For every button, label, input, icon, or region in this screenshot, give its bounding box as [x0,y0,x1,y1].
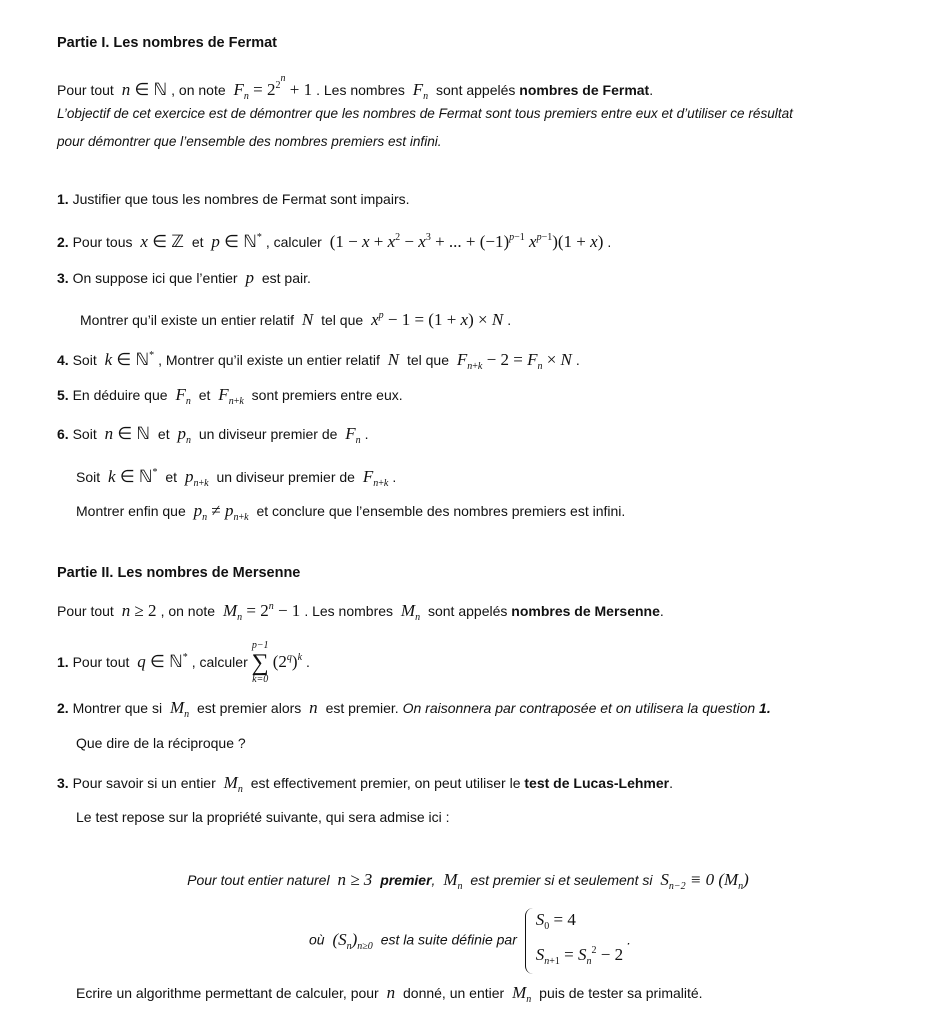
text: . [392,469,397,485]
text: Soit [76,469,101,485]
part1-title: Partie I. Les nombres de Fermat [57,35,277,51]
question-2-2 [57,698,771,725]
text: . [607,234,612,250]
part2-title: Partie II. Les nombres de Mersenne [57,565,301,581]
text: On suppose ici que l’entier [72,270,238,286]
question-number: 2. [57,234,69,250]
question-2-3 [57,773,673,800]
text: . [507,312,512,328]
math: $M_n$ [400,601,421,623]
text: Pour savoir si un entier [72,775,216,791]
text: Pour tout [57,82,114,98]
math: p [245,268,254,287]
math: N [301,310,314,329]
text: , Montrer qu’il existe un entier relatif [158,352,380,368]
math: $F_{n+k}$ [362,467,389,489]
part2-intro [57,597,664,628]
text: . [659,603,664,619]
system-brace [525,908,627,974]
text: donné, un entier [403,985,505,1001]
text: . Les nombres [316,82,405,98]
math: $S_{n+1} = S_n^2 - 2$ [535,945,624,967]
question-number: 5. [57,387,69,403]
question-1-6c [76,501,625,528]
sum-lower: k=0 [252,674,269,686]
text: . Les nombres [304,603,394,619]
text: . [575,352,580,368]
math: $F_n$ [412,80,429,102]
objective-line-1: L’objectif de cet exercice est de démontrer que les nombres de Fermat sont tous premiers entre eux et d’utiliser ce résultat [57,106,793,121]
text: Justifier que tous les nombres de Fermat sont impairs. [72,191,410,207]
text: Soit [72,352,97,368]
math: n ≥ 3 [337,870,373,889]
math: $S_{n-2} \equiv 0$ $(M_n)$ [660,870,749,892]
text: Ecrire un algorithme permettant de calculer, pour [76,985,379,1001]
text: tel que [406,352,449,368]
question-1-6 [57,424,369,451]
text: Montrer qu’il existe un entier relatif [80,312,294,328]
bold-term: test de Lucas-Lehmer [524,775,670,791]
text: est premier alors [197,700,302,716]
text: Pour tout [57,603,114,619]
question-number: 1. [57,654,69,670]
math: $p_n \ne p_{n+k}$ [193,501,249,523]
question-1-5 [57,385,403,412]
question-number: 6. [57,426,69,442]
sequence-definition [0,908,940,975]
question-1-2 [57,228,611,252]
math: $F_n$ [175,385,191,407]
text: Pour tous [72,234,133,250]
hint-ref: 1. [759,700,771,716]
question-number: 2. [57,700,69,716]
text: , on note [171,82,226,98]
math: $F_{n+k}$ [218,385,244,407]
text: sont appelés [427,603,508,619]
math: $M_n$ [223,773,243,795]
text: . [649,82,654,98]
text: un diviseur premier de [216,469,355,485]
text: est premier si et seulement si [470,872,653,888]
math: n ∈ ℕ [121,80,168,99]
question-1-4 [57,346,580,377]
hint: On raisonnera par contraposée et on utilisera la question [402,700,756,716]
math: p ∈ ℕ* [211,232,262,251]
lucas-lehmer-property [0,870,940,897]
math: x ∈ ℤ [140,232,184,251]
part1-intro [57,69,653,107]
sigma-icon: ∑ [251,650,269,677]
text: est la suite définie par [380,931,517,948]
text: Montrer que si [72,700,163,716]
text: sont premiers entre eux. [251,387,403,403]
math: k ∈ ℕ* [108,467,158,486]
objective-line-2: pour démontrer que l’ensemble des nombres premiers est infini. [57,134,442,149]
text: et [157,426,170,442]
text: sont appelés [436,82,516,98]
math: $x^p - 1 = (1 + x) \times N$ [371,310,504,329]
question-1-6b [76,463,396,494]
text: est effectivement premier, on peut utiliser le [250,775,521,791]
text: . [306,654,310,670]
text: . [627,931,631,948]
math-mersenne-def: $M_n = 2^n - 1$ [222,601,301,623]
algorithm-task [76,983,703,1010]
text: , [431,872,436,888]
text: est pair. [261,270,311,286]
text: Montrer enfin que [76,503,186,519]
text: . [364,426,369,442]
text: et [191,234,204,250]
text: , calculer [191,654,248,670]
text: Pour tout [72,654,130,670]
math: $F_n$ [345,424,361,446]
math: $S_0 = 4$ [535,910,576,932]
question-number: 3. [57,775,69,791]
math: $M_n$ [443,870,463,892]
math: $p_{n+k}$ [184,467,209,489]
math: N [387,350,400,369]
bold-term: nombres de Mersenne [511,603,660,619]
text: , on note [160,603,216,619]
text: et conclure que l’ensemble des nombres premiers est infini. [256,503,626,519]
question-1-1 [57,189,410,209]
question-number: 1. [57,191,69,207]
text: est premier. [325,700,399,716]
text: , calculer [265,234,322,250]
math: n [386,983,396,1002]
text: tel que [321,312,364,328]
sum-upper: p−1 [251,640,269,652]
question-number: 4. [57,352,69,368]
sum-symbol [252,640,269,686]
math: $M_n$ [512,983,532,1005]
question-number: 3. [57,270,69,286]
math: q ∈ ℕ* [137,652,188,671]
math: n [309,698,318,717]
math: $M_n$ [169,698,190,720]
text: un diviseur premier de [198,426,338,442]
text: et [198,387,211,403]
math: n ≥ 2 [121,601,157,620]
math: $(2^q)^k$ [272,652,303,671]
text: . [669,775,673,791]
text: Pour tout entier naturel [187,872,330,888]
text: Soit [72,426,97,442]
math: $(S_n)_{n\ge 0}$ [332,929,373,952]
question-1-3b [80,306,511,330]
question-2-3b: Le test repose sur la propriété suivante, qui sera admise ici : [76,809,450,825]
math: ($1 - x + x^2 - x^3$ + ... + $(-1)^{p-1}$ $x^{p-1})(1 + x)$ [329,232,604,251]
bold-term: nombres de Fermat [519,82,650,98]
question-2-1 [57,636,310,686]
math: $F_{n+k} - 2 = F_n \times N$ [456,350,572,372]
question-1-3 [57,268,311,288]
text: En déduire que [72,387,168,403]
math: n ∈ ℕ [104,424,151,443]
bold-term: premier [380,872,432,888]
math-fermat-def: $F_n = 2^{2^n} + 1$ [233,73,313,102]
text: et [165,469,178,485]
text: où [308,931,325,948]
question-2-2b: Que dire de la réciproque ? [76,735,246,751]
text: puis de tester sa primalité. [539,985,703,1001]
math: $p_n$ [177,424,191,446]
math: k ∈ ℕ* [104,350,155,369]
